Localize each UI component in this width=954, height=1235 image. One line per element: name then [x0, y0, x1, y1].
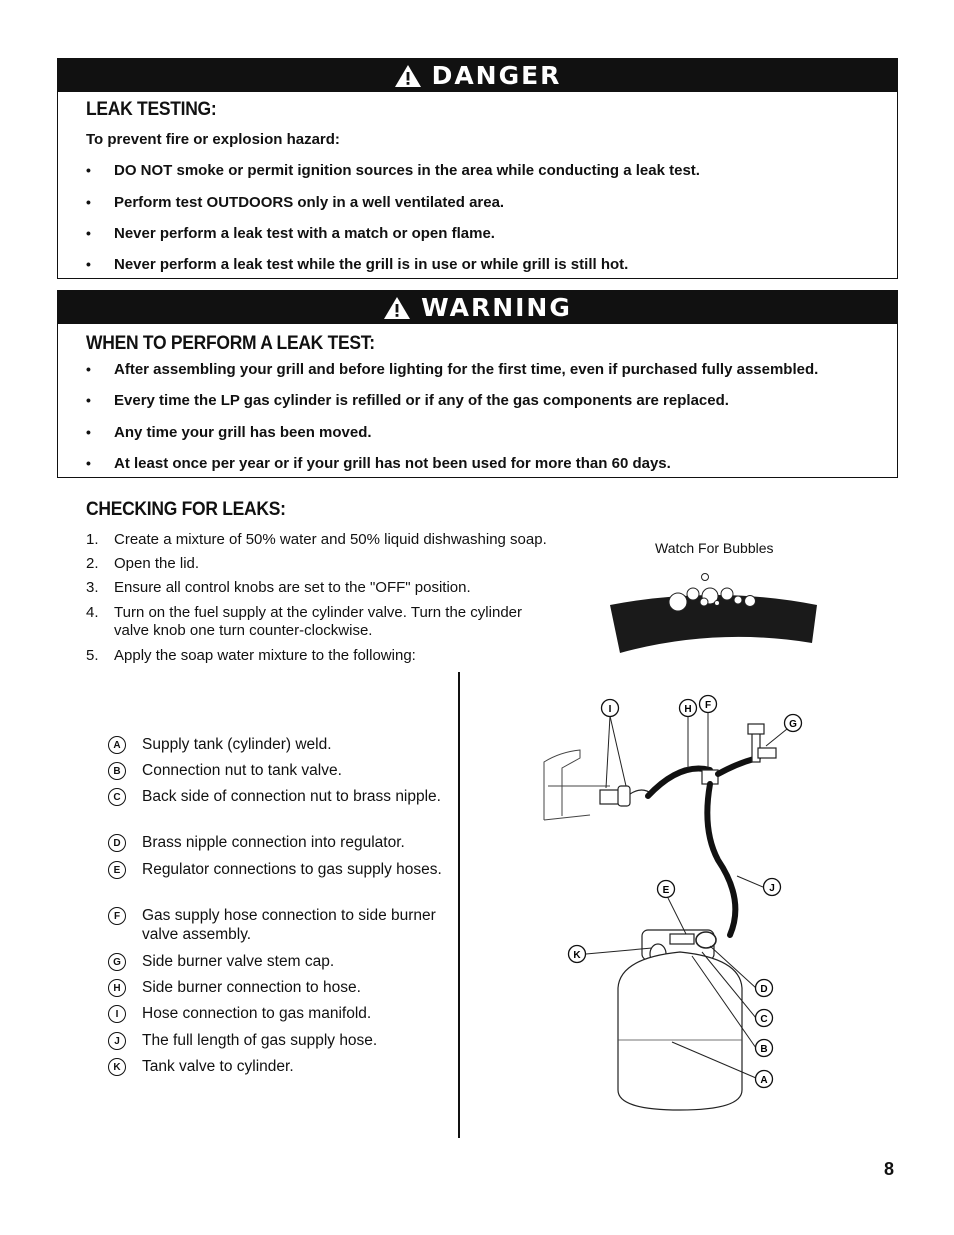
part-item: I Hose connection to gas manifold.	[108, 1004, 442, 1023]
diagram-label-h	[680, 700, 697, 717]
warning-item: • After assembling your grill and before lighting for the first time, even if purchased fully assembled.	[86, 361, 819, 378]
diagram-label-j	[764, 879, 781, 896]
svg-text:F: F	[704, 700, 712, 711]
svg-text:B: B	[760, 1044, 768, 1055]
letter-badge: J	[108, 1032, 126, 1050]
warning-header	[58, 291, 897, 324]
svg-text:K: K	[573, 950, 581, 961]
step-item: 3. Ensure all control knobs are set to the "OFF" position.	[86, 579, 471, 596]
part-item: F Gas supply hose connection to side burner valve assembly.	[108, 906, 442, 944]
step-item: 4. Turn on the fuel supply at the cylinder valve. Turn the cylinder valve knob one turn counter-clockwise.	[86, 604, 522, 639]
column-divider	[458, 672, 460, 1138]
page-number: 8	[884, 1159, 895, 1179]
step-item: 5. Apply the soap water mixture to the following:	[86, 647, 416, 664]
part-item: B Connection nut to tank valve.	[108, 761, 442, 780]
diagram-label-a	[756, 1071, 773, 1088]
letter-badge: B	[108, 762, 126, 780]
warning-header-label: WARNING	[421, 293, 572, 322]
letter-badge: D	[108, 834, 126, 852]
diagram-label-g	[785, 715, 802, 732]
bubbles-caption: Watch For Bubbles	[655, 540, 774, 556]
part-item: A Supply tank (cylinder) weld.	[108, 735, 442, 754]
svg-text:A: A	[760, 1075, 768, 1086]
diagram-label-k	[569, 946, 586, 963]
checking-leaks-title: CHECKING FOR LEAKS:	[86, 499, 286, 520]
svg-text:C: C	[760, 1014, 768, 1025]
svg-text:I: I	[608, 704, 612, 715]
diagram-label-b	[756, 1040, 773, 1057]
part-item: E Regulator connections to gas supply hoses.	[108, 860, 442, 879]
bubbles-illustration	[600, 565, 830, 660]
danger-item: • Never perform a leak test with a match or open flame.	[86, 225, 495, 242]
diagram-label-e	[658, 881, 675, 898]
part-item: K Tank valve to cylinder.	[108, 1057, 442, 1076]
danger-header-label: DANGER	[431, 61, 562, 90]
svg-text:J: J	[769, 883, 775, 894]
diagram-label-c	[756, 1010, 773, 1027]
letter-badge: C	[108, 788, 126, 806]
diagram-label-f	[700, 696, 717, 713]
when-to-test-title: WHEN TO PERFORM A LEAK TEST:	[86, 333, 375, 354]
warning-triangle-icon	[383, 296, 411, 320]
part-item: D Brass nipple connection into regulator.	[108, 833, 442, 852]
svg-text:E: E	[662, 885, 670, 896]
danger-item: • DO NOT smoke or permit ignition sources in the area while conducting a leak test.	[86, 162, 700, 179]
warning-box	[57, 290, 898, 478]
part-item: C Back side of connection nut to brass nipple.	[108, 787, 442, 806]
warning-item: • Every time the LP gas cylinder is refilled or if any of the gas components are replaced.	[86, 392, 729, 409]
gas-system-diagram	[530, 690, 820, 1120]
warning-item: • Any time your grill has been moved.	[86, 424, 372, 441]
danger-header	[58, 59, 897, 92]
diagram-label-d	[756, 980, 773, 997]
danger-item: • Never perform a leak test while the grill is in use or while grill is still hot.	[86, 256, 629, 273]
warning-triangle-icon	[394, 64, 422, 88]
letter-badge: F	[108, 907, 126, 925]
danger-intro: To prevent fire or explosion hazard:	[86, 131, 340, 148]
letter-badge: H	[108, 979, 126, 997]
part-item: G Side burner valve stem cap.	[108, 952, 442, 971]
warning-item: • At least once per year or if your grill has not been used for more than 60 days.	[86, 455, 671, 472]
step-item: 2. Open the lid.	[86, 555, 200, 572]
svg-text:H: H	[684, 704, 692, 715]
part-item: H Side burner connection to hose.	[108, 978, 442, 997]
leak-testing-title: LEAK TESTING:	[86, 99, 217, 120]
part-item: J The full length of gas supply hose.	[108, 1031, 442, 1050]
danger-item: • Perform test OUTDOORS only in a well ventilated area.	[86, 194, 505, 211]
letter-badge: I	[108, 1005, 126, 1023]
step-item: 1. Create a mixture of 50% water and 50% liquid dishwashing soap.	[86, 531, 547, 548]
letter-badge: A	[108, 736, 126, 754]
svg-text:D: D	[760, 984, 768, 995]
diagram-label-i	[602, 700, 619, 717]
letter-badge: E	[108, 861, 126, 879]
letter-badge: K	[108, 1058, 126, 1076]
letter-badge: G	[108, 953, 126, 971]
svg-text:G: G	[789, 719, 797, 730]
